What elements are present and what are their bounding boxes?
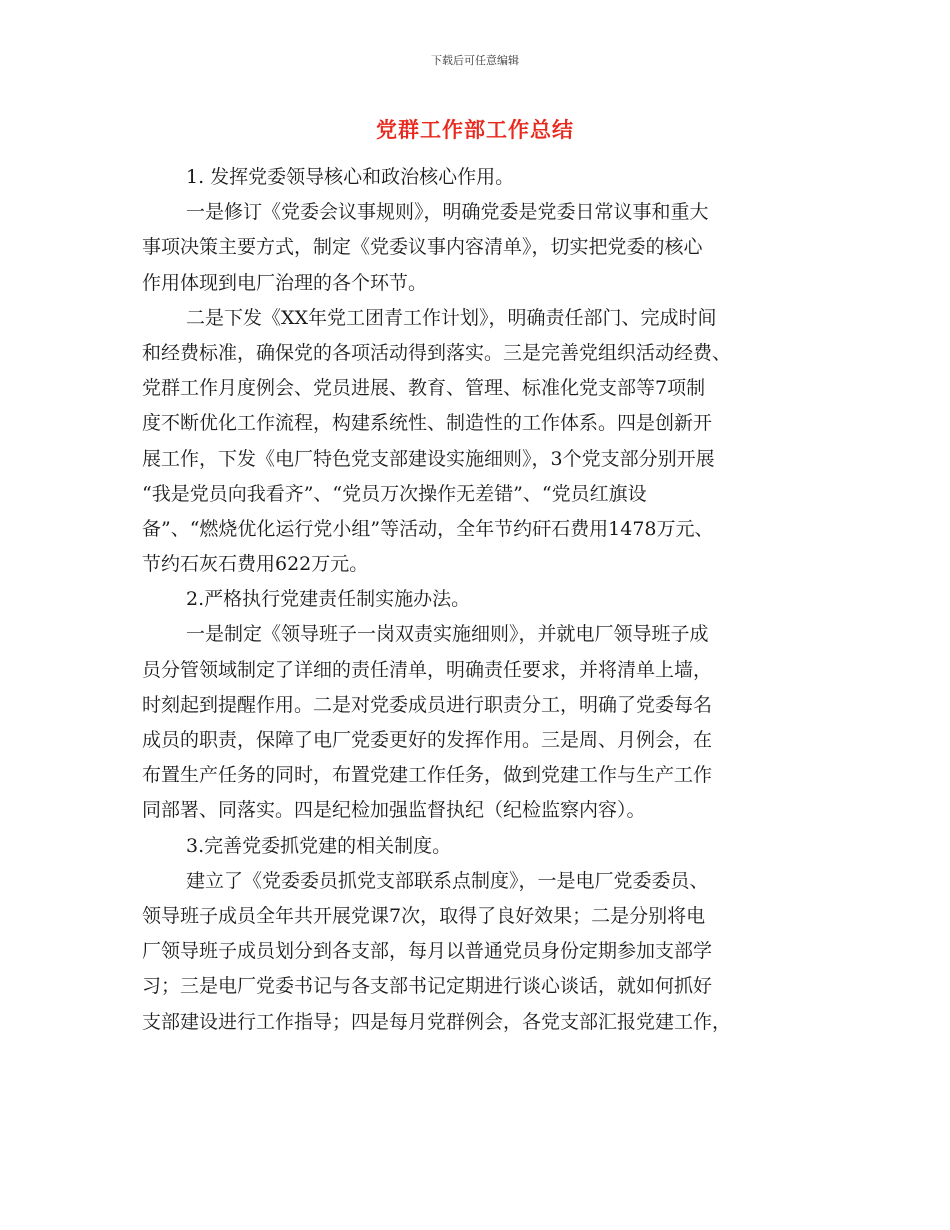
- body-line: 和经费标准，确保党的各项活动得到落实。三是完善党组织活动经费、: [142, 341, 732, 364]
- body-line: 员分管领域制定了详细的责任清单，明确责任要求，并将清单上墙，: [142, 658, 713, 681]
- body-line: 布置生产任务的同时，布置党建工作任务，做到党建工作与生产工作: [142, 764, 713, 787]
- body-line: 事项决策主要方式，制定《党委议事内容清单》，切实把党委的核心: [142, 236, 703, 259]
- body-line: 习；三是电厂党委书记与各支部书记定期进行谈心谈话，就如何抓好: [142, 975, 713, 998]
- body-line: 一是制定《领导班子一岗双责实施细则》，并就电厂领导班子成: [186, 623, 709, 646]
- body-line: 度不断优化工作流程，构建系统性、制造性的工作体系。四是创新开: [142, 412, 713, 435]
- document-title: 党群工作部工作总结: [376, 118, 574, 142]
- body-line: 二是下发《XX年党工团青工作计划》，明确责任部门、完成时间: [186, 306, 717, 329]
- body-line: “我是党员向我看齐”、“党员万次操作无差错”、“党员红旗设: [142, 482, 647, 505]
- body-line: 2.严格执行党建责任制实施办法。: [186, 588, 471, 611]
- body-line: 节约石灰石费用622万元。: [142, 553, 369, 576]
- header-note: 下载后可任意编辑: [431, 54, 519, 67]
- body-line: 一是修订《党委会议事规则》，明确党委是党委日常议事和重大: [186, 201, 709, 224]
- body-line: 备”、“燃烧优化运行党小组”等活动，全年节约矸石费用1478万元、: [142, 517, 714, 540]
- body-line: 领导班子成员全年共开展党课7次，取得了良好效果；二是分别将电: [142, 904, 706, 927]
- body-line: 作用体现到电厂治理的各个环节。: [142, 271, 428, 294]
- body-line: 同部署、同落实。四是纪检加强监督执纪（纪检监察内容）。: [142, 799, 646, 822]
- body-line: 时刻起到提醒作用。二是对党委成员进行职责分工，明确了党委每名: [142, 693, 713, 716]
- body-line: 建立了《党委委员抓党支部联系点制度》，一是电厂党委委员、: [186, 869, 709, 892]
- body-line: 党群工作月度例会、党员进展、教育、管理、标准化党支部等7项制: [142, 377, 706, 400]
- document-body: [142, 160, 822, 1040]
- body-line: 厂领导班子成员划分到各支部，每月以普通党员身份定期参加支部学: [142, 940, 713, 963]
- body-line: 1. 发挥党委领导核心和政治核心作用。: [186, 166, 515, 188]
- body-line: 成员的职责，保障了电厂党委更好的发挥作用。三是周、月例会，在: [142, 729, 713, 751]
- body-line: 支部建设进行工作指导；四是每月党群例会，各党支部汇报党建工作，: [142, 1010, 732, 1033]
- body-line: 3.完善党委抓党建的相关制度。: [186, 834, 452, 857]
- body-line: 展工作，下发《电厂特色党支部建设实施细则》，3个党支部分别开展: [142, 447, 715, 470]
